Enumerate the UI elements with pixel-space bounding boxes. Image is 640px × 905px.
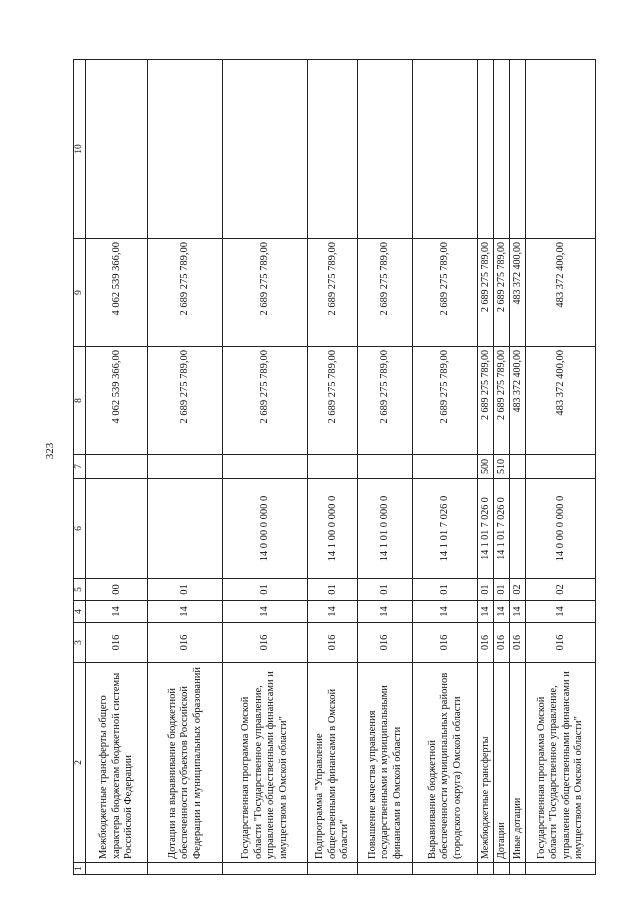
table-cell-c4: 14 — [526, 601, 596, 623]
table-cell-c1 — [494, 863, 510, 875]
table-row — [358, 60, 413, 875]
table-cell-c10 — [223, 60, 308, 239]
table-row — [148, 60, 223, 875]
table-cell-c5: 01 — [223, 579, 308, 601]
table-cell-c5: 02 — [526, 579, 596, 601]
header-cell: 5 — [74, 579, 86, 601]
table-cell-c6 — [86, 479, 148, 579]
table-cell-c5: 01 — [478, 579, 494, 601]
table-cell-c10 — [308, 60, 358, 239]
table-cell-c9: 2 689 275 789,00 — [148, 239, 223, 347]
table-cell-c2: Иные дотации — [510, 663, 526, 863]
table-cell-c6 — [510, 479, 526, 579]
table-cell-c3: 016 — [478, 623, 494, 663]
table-cell-c10 — [510, 60, 526, 239]
table-cell-c7: 510 — [494, 455, 510, 479]
table-cell-c3: 016 — [308, 623, 358, 663]
table-cell-c6: 14 1 01 7 026 0 — [413, 479, 478, 579]
table-row — [308, 60, 358, 875]
table-cell-c4: 14 — [358, 601, 413, 623]
table-cell-c1 — [413, 863, 478, 875]
table-cell-c7 — [86, 455, 148, 479]
table-cell-c1 — [86, 863, 148, 875]
header-cell: 3 — [74, 623, 86, 663]
table-cell-c1 — [358, 863, 413, 875]
table-cell-c6: 14 1 01 7 026 0 — [478, 479, 494, 579]
table-cell-c9: 2 689 275 789,00 — [223, 239, 308, 347]
table-cell-c2: Выравнивание бюджетной обеспеченности муниципальных районов (городского округа) Омской области — [413, 663, 478, 863]
table-cell-c8: 483 372 400,00 — [526, 347, 596, 455]
table-cell-c7: 500 — [478, 455, 494, 479]
table-cell-c6: 14 1 01 0 000 0 — [358, 479, 413, 579]
table-cell-c1 — [478, 863, 494, 875]
table-cell-c3: 016 — [413, 623, 478, 663]
table-cell-c8: 483 372 400,00 — [510, 347, 526, 455]
table-cell-c8: 2 689 275 789,00 — [358, 347, 413, 455]
table-cell-c8: 2 689 275 789,00 — [148, 347, 223, 455]
table-cell-c2: Повышение качества управления государственными и муниципальными финансами в Омской области — [358, 663, 413, 863]
table-cell-c7 — [413, 455, 478, 479]
table-cell-c1 — [308, 863, 358, 875]
table-cell-c9: 2 689 275 789,00 — [413, 239, 478, 347]
table-cell-c5: 00 — [86, 579, 148, 601]
table-cell-c2: Дотации — [494, 663, 510, 863]
header-cell: 4 — [74, 601, 86, 623]
table-cell-c1 — [526, 863, 596, 875]
table-cell-c2: Межбюджетные трансферты — [478, 663, 494, 863]
header-cell: 9 — [74, 239, 86, 347]
table-cell-c4: 14 — [494, 601, 510, 623]
table-row — [494, 60, 510, 875]
table-cell-c8: 2 689 275 789,00 — [478, 347, 494, 455]
table-cell-c4: 14 — [86, 601, 148, 623]
table-cell-c4: 14 — [478, 601, 494, 623]
table-cell-c9: 483 372 400,00 — [526, 239, 596, 347]
budget-table — [73, 59, 596, 875]
table-row — [526, 60, 596, 875]
table-cell-c8: 2 689 275 789,00 — [494, 347, 510, 455]
table-cell-c2: Государственная программа Омской области "Государственное управление, управление общественными финансами и имуществом в Омской области" — [223, 663, 308, 863]
table-cell-c7 — [308, 455, 358, 479]
table-cell-c9: 4 062 539 366,00 — [86, 239, 148, 347]
header-cell: 7 — [74, 455, 86, 479]
table-cell-c2: Межбюджетные трансферты общего характера бюджетам бюджетной системы Российской Федерации — [86, 663, 148, 863]
table-cell-c7 — [223, 455, 308, 479]
table-cell-c5: 01 — [358, 579, 413, 601]
table-cell-c9: 2 689 275 789,00 — [478, 239, 494, 347]
table-cell-c5: 01 — [148, 579, 223, 601]
table-cell-c5: 01 — [494, 579, 510, 601]
table-cell-c10 — [413, 60, 478, 239]
table-cell-c2: Дотации на выравнивание бюджетной обеспеченности субъектов Российской Федерации и муниципальных образований — [148, 663, 223, 863]
table-cell-c7 — [148, 455, 223, 479]
table-cell-c10 — [358, 60, 413, 239]
table-cell-c4: 14 — [413, 601, 478, 623]
table-cell-c3: 016 — [223, 623, 308, 663]
table-cell-c1 — [148, 863, 223, 875]
table-cell-c3: 016 — [510, 623, 526, 663]
table-cell-c10 — [526, 60, 596, 239]
header-cell: 8 — [74, 347, 86, 455]
table-row — [86, 60, 148, 875]
table-cell-c10 — [86, 60, 148, 239]
table-cell-c10 — [494, 60, 510, 239]
header-cell: 6 — [74, 479, 86, 579]
table-cell-c2: Государственная программа Омской области "Государственное управление, управление общественными финансами и имуществом в Омской области" — [526, 663, 596, 863]
table-cell-c1 — [510, 863, 526, 875]
table-cell-c2: Подпрограмма "Управление общественными финансами в Омской области" — [308, 663, 358, 863]
table-cell-c9: 483 372 400,00 — [510, 239, 526, 347]
table-cell-c5: 01 — [413, 579, 478, 601]
table-cell-c9: 2 689 275 789,00 — [308, 239, 358, 347]
header-cell: 2 — [74, 663, 86, 863]
header-cell: 10 — [74, 60, 86, 239]
table-cell-c6: 14 1 00 0 000 0 — [308, 479, 358, 579]
table-cell-c8: 2 689 275 789,00 — [413, 347, 478, 455]
table-cell-c1 — [223, 863, 308, 875]
table-cell-c7 — [526, 455, 596, 479]
header-cell: 1 — [74, 863, 86, 875]
page-number: 323 — [44, 442, 56, 460]
table-cell-c5: 02 — [510, 579, 526, 601]
table-cell-c8: 4 062 539 366,00 — [86, 347, 148, 455]
table-cell-c9: 2 689 275 789,00 — [358, 239, 413, 347]
table-cell-c6: 14 0 00 0 000 0 — [526, 479, 596, 579]
table-row — [510, 60, 526, 875]
header-row — [74, 60, 86, 875]
table-cell-c8: 2 689 275 789,00 — [308, 347, 358, 455]
table-cell-c4: 14 — [148, 601, 223, 623]
table-row — [413, 60, 478, 875]
rotated-page — [73, 60, 585, 875]
table-cell-c9: 2 689 275 789,00 — [494, 239, 510, 347]
table-cell-c3: 016 — [358, 623, 413, 663]
table-cell-c3: 016 — [494, 623, 510, 663]
table-cell-c3: 016 — [86, 623, 148, 663]
table-cell-c5: 01 — [308, 579, 358, 601]
table-cell-c4: 14 — [510, 601, 526, 623]
table-cell-c10 — [148, 60, 223, 239]
table-cell-c3: 016 — [526, 623, 596, 663]
table-cell-c3: 016 — [148, 623, 223, 663]
table-cell-c6 — [148, 479, 223, 579]
table-cell-c8: 2 689 275 789,00 — [223, 347, 308, 455]
table-row — [223, 60, 308, 875]
table-cell-c7 — [510, 455, 526, 479]
table-cell-c6: 14 0 00 0 000 0 — [223, 479, 308, 579]
table-cell-c6: 14 1 01 7 026 0 — [494, 479, 510, 579]
table-cell-c10 — [478, 60, 494, 239]
table-cell-c4: 14 — [308, 601, 358, 623]
table-cell-c4: 14 — [223, 601, 308, 623]
table-cell-c7 — [358, 455, 413, 479]
table-row — [478, 60, 494, 875]
